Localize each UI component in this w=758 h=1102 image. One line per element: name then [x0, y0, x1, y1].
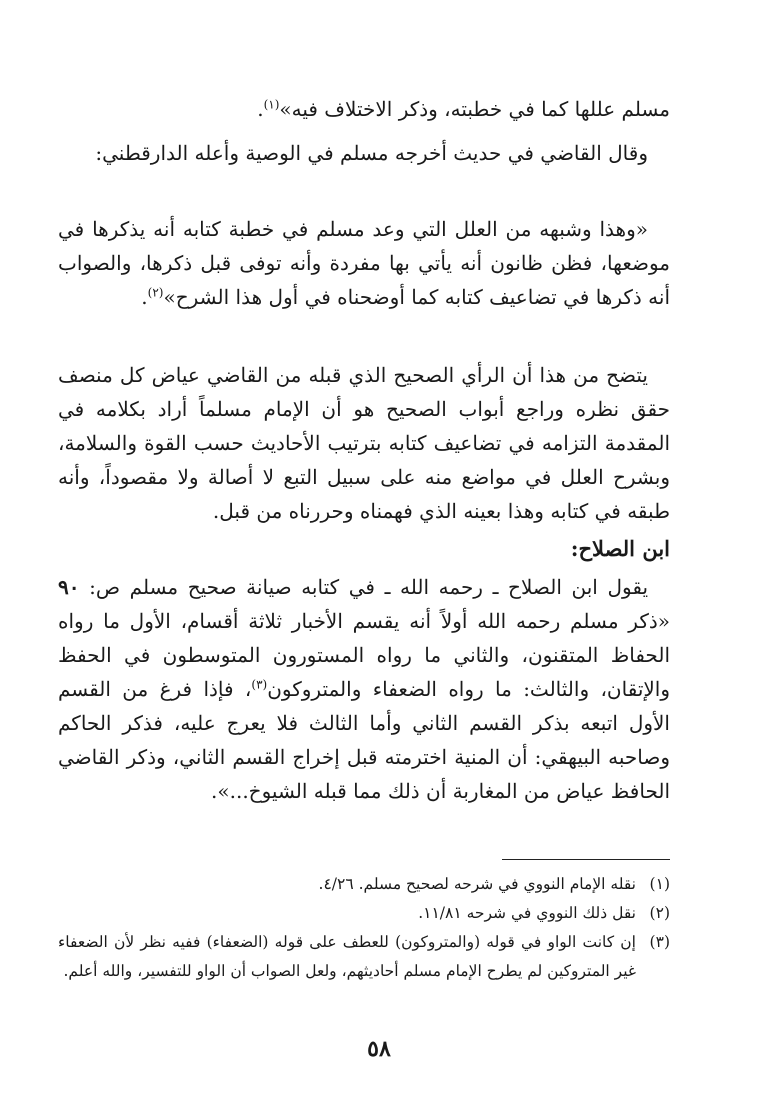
- paragraph-conclusion: يتضح من هذا أن الرأي الصحيح الذي قبله من القاضي عياض كل منصف حقق نظره وراجع أبواب الصحيح هو أن الإمام مسلماً أراد بكلامه في المقدمة التزامه في تضاعيف كتابه بترتيب الأحاديث حسب القوة والسلامة، وبشرح العلل في مواضع منه على سبيل التبع لا أصالة ولا مقصوداً، وأنه طبقه في كتابه وهذا بعينه الذي فهمناه وحررناه من قبل.: [58, 363, 670, 523]
- footnote-ref: (٣): [251, 677, 268, 692]
- footnote-text: نقل ذلك النووي في شرحه ١١/٨١.: [418, 904, 636, 922]
- footnote-item: [58, 928, 670, 986]
- footnote-text: إن كانت الواو في قوله (والمتروكون) للعطف على قوله (الضعفاء) ففيه نظر لأن الضعفاء غير المتروكين لم يطرح الإمام مسلم أحاديثهم، ولعل الصواب أن الواو للتفسير، والله أعلم.: [58, 933, 636, 980]
- footnote-number: (٣): [649, 933, 670, 951]
- footnote-ref: (١): [263, 97, 280, 112]
- footnote-item: [58, 899, 670, 928]
- paragraph-text: مسلم عللها كما في خطبته، وذكر الاختلاف فيه»: [279, 97, 670, 121]
- paragraph-ibn-salah: [58, 570, 670, 808]
- paragraph-continuation: [58, 92, 670, 126]
- footnote-number: (٢): [649, 904, 670, 922]
- footnote-text: نقله الإمام النووي في شرحه لصحيح مسلم. ٤/٢٦.: [318, 875, 636, 893]
- quote-end: .: [141, 285, 148, 309]
- quote-text: «وهذا وشبهه من العلل التي وعد مسلم في خطبة كتابه أنه يذكرها في موضعها، فظن ظانون أنه يأتي بها مفردة وأنه توفى قبل ذكرها، والصواب أنه ذكرها في تضاعيف كتابه كما أوضحناه في أول هذا الشرح»: [58, 217, 670, 309]
- page-reference: ٩٠: [58, 575, 80, 599]
- footnote-divider: [502, 859, 670, 860]
- quote-text-end: ، فإذا فرغ من القسم الأول اتبعه بذكر القسم الثاني وأما الثالث فلا يعرج عليه، فذكر الحاكم وصاحبه البيهقي: أن المنية اخترمته قبل إخراج القسم الثاني، وذكر القاضي الحافظ عياض من المغاربة أن ذلك مما قبله الشيوخ...».: [58, 677, 670, 803]
- paragraph-text: يقول ابن الصلاح ـ رحمه الله ـ في كتابه صيانة صحيح مسلم ص:: [89, 575, 649, 599]
- footnote-number: (١): [649, 875, 670, 893]
- page-number: ٥٨: [367, 1036, 391, 1062]
- paragraph-qadi: وقال القاضي في حديث أخرجه مسلم في الوصية وأعله الدارقطني:: [95, 141, 648, 165]
- footnote-item: [58, 870, 670, 899]
- quote-qadi: [58, 212, 670, 314]
- footnote-ref: (٢): [147, 285, 164, 300]
- footnotes: [58, 870, 670, 986]
- section-heading: ابن الصلاح:: [570, 536, 670, 561]
- quote-text: «ذكر مسلم رحمه الله أولاً أنه يقسم الأخبار ثلاثة أقسام، الأول ما رواه الحفاظ المتقنون، والثاني ما رواه المستورون المتوسطون في الحفظ والإتقان، والثالث: ما رواه الضعفاء والمتروكون: [58, 609, 671, 701]
- paragraph-end: .: [257, 97, 264, 121]
